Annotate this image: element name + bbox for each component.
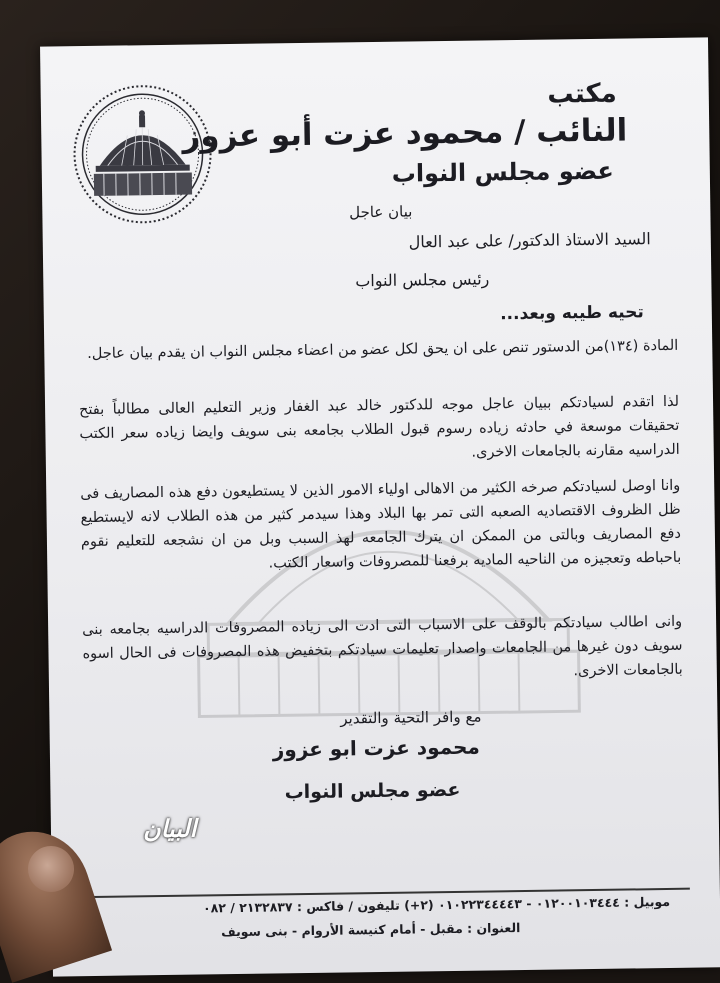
- letter-addressee-title: رئيس مجلس النواب: [355, 266, 489, 293]
- footer-address: العنوان : مقبل - أمام كنيسة الأروام - بنى سويف: [221, 920, 520, 939]
- brand-watermark: البيان: [143, 815, 197, 844]
- footer-phones: موبيل : ٠١٢٠٠١٠٣٤٤٤ - ٠١٠٢٢٣٤٤٤٤٣ (٢+) تليفون / فاكس : ٢١٣٢٨٣٧ / ٠٨٢: [203, 894, 670, 916]
- signature-name: محمود عزت ابو عزوز: [273, 735, 480, 762]
- letterhead-position: عضو مجلس النواب: [392, 157, 614, 188]
- letterhead-office: مكتب: [547, 79, 617, 110]
- letter-paragraph-2: لذا اتقدم لسيادتكم ببيان عاجل موجه للدكتور خالد عبد الغفار وزير التعليم العالى مطالباً بفتح تحقيقات موسعة في حادثه زياده رسوم قبول الطلاب بجامعه بنى سويف وايضا زياده سعر الكتب الدراسيه مقارنه بالجامعات الاخرى.: [79, 390, 680, 470]
- letter-addressee: السيد الاستاذ الدكتور/ على عبد العال: [409, 226, 651, 254]
- letter-paragraph-1: المادة (١٣٤)من الدستور تنص على ان يحق لكل عضو من اعضاء مجلس النواب ان يقدم بيان عاجل.: [78, 334, 678, 366]
- letter-closing: مع وافر التحية والتقدير: [340, 705, 481, 732]
- letter-paragraph-4: وانى اطالب سيادتكم بالوقف على الاسباب التى ادت الى زياده المصروفات الدراسيه بجامعه بنى سويف دون غيرها من الجامعات واصدار تعليمات سيادتكم بتخفيض هذه المصروفات فى الحال اسوه بالجامعات الاخرى.: [82, 610, 683, 690]
- letter-paragraph-3: وانا اوصل لسيادتكم صرخه الكثير من الاهالى اولياء الامور الذين لا يستطيعون دفع هذه المصاريف فى ظل الظروف الاقتصاديه الصعبه التى تمر بها البلاد وهذا سيدمر كثير من هذه الطلاب لانه لايستطيع دفع المصاريف وبالتى من الممكن ان يترك الجامعه لهذ السبب وبل من ان نشجعه للتعليم نقوم باحباطه وتعجيزه من الناحيه الماديه برفعنا للمصروفات واسعار الكتب.: [80, 474, 681, 578]
- letter-paper: [40, 37, 720, 976]
- letter-subject: بيان عاجل: [349, 199, 413, 225]
- signature-title: عضو مجلس النواب: [284, 779, 460, 803]
- letterhead-name: النائب / محمود عزت أبو عزوز: [182, 112, 627, 154]
- letter-greeting: تحيه طيبه وبعد...: [500, 300, 644, 327]
